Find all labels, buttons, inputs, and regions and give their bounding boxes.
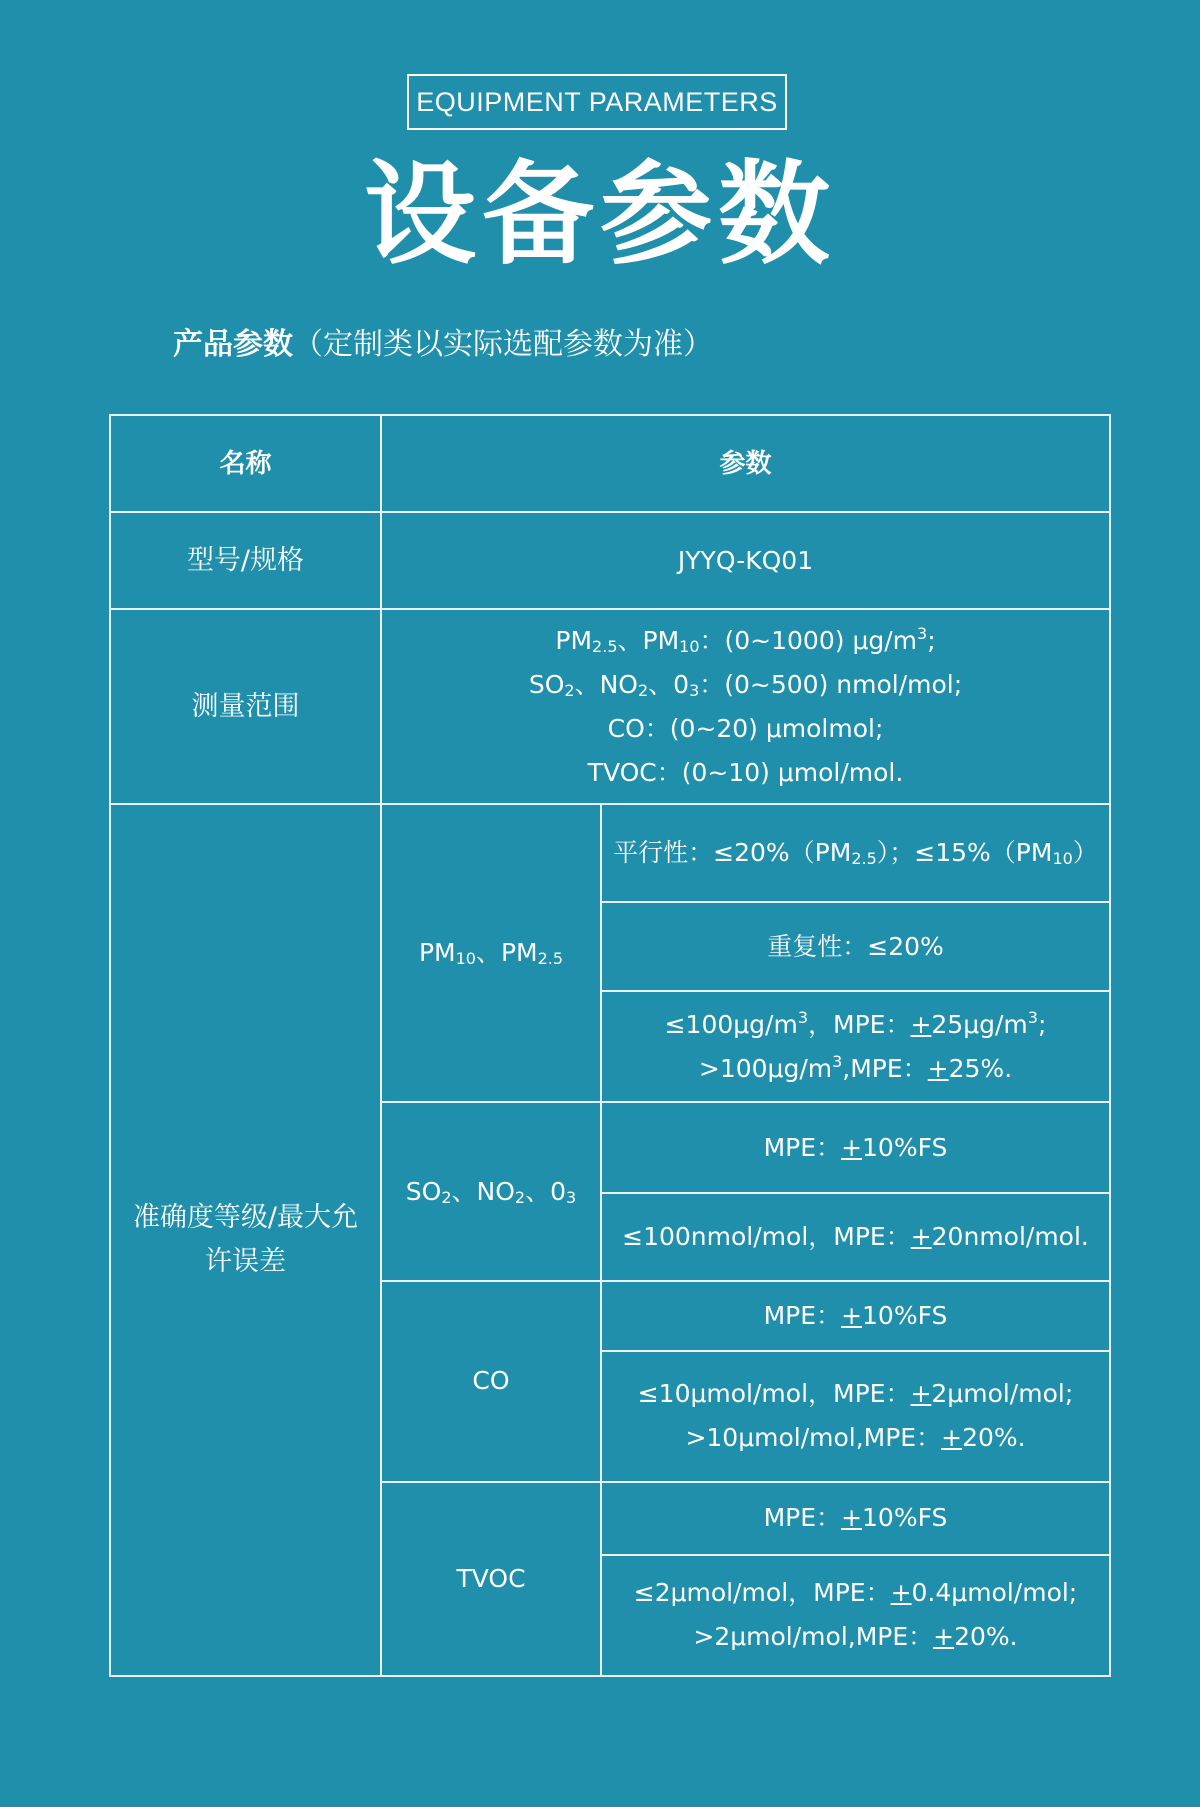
co-mpe (601, 1351, 1110, 1482)
model-label: 型号/规格 (110, 512, 381, 609)
header-name-cell: 名称 (110, 415, 381, 512)
model-value: JYYQ-KQ01 (381, 512, 1110, 609)
pm-parallel: 平行性：$\le 20\%(PM_{2.5})$；$\le 15\%(PM_{10})$ (601, 804, 1110, 902)
range-co-line: CO：(0~20) μmolmol; (607, 713, 884, 743)
tvoc-fs: MPE：+10%FS (601, 1482, 1110, 1555)
tvoc-mpe-line1: ≤2μmol/mol，MPE：+0.4μmol/mol; (633, 1578, 1078, 1608)
co-mpe-line2: >10μmol/mol,MPE：+20%. (685, 1423, 1026, 1453)
range-pm-line: $PM_{2.5}$、$PM_{10}$：(0~1000) $\mu g/m^3$; (555, 623, 936, 656)
table-row-model (110, 512, 1110, 609)
range-value (381, 609, 1110, 804)
pm-mpe-line1: $\le 100\mu g/m^3$，MPE：$+25\mu g/m^3$; (664, 1007, 1047, 1039)
range-tvoc-line: TVOC：(0~10) μmol/mol. (587, 757, 904, 787)
accuracy-label: 准确度等级/最大允许误差 (110, 804, 381, 1676)
table-header-row (110, 415, 1110, 512)
gas-fs: MPE：+10%FS (601, 1102, 1110, 1192)
gas-name: $SO_2$、$NO_2$、$0_3$ (381, 1102, 601, 1280)
table-row-range (110, 609, 1110, 804)
subtitle-note: （定制类以实际选配参数为准） (293, 327, 713, 362)
parameters-table (109, 414, 1111, 1677)
co-mpe-line1: ≤10μmol/mol，MPE：+2μmol/mol; (637, 1379, 1074, 1409)
tvoc-mpe (601, 1555, 1110, 1676)
header-param-cell: 参数 (381, 415, 1110, 512)
tvoc-name: TVOC (381, 1482, 601, 1676)
co-fs: MPE：+10%FS (601, 1281, 1110, 1351)
section-subtitle (173, 323, 713, 367)
pm-name: $PM_{10}$、$PM_{2.5}$ (381, 804, 601, 1102)
pm-repeat: 重复性：≤20% (601, 902, 1110, 991)
tvoc-mpe-line2: >2μmol/mol,MPE：+20%. (693, 1622, 1018, 1652)
pm-mpe (601, 991, 1110, 1102)
pm-mpe-line2: $>100\mu g/m^3,MPE$：+25%. (698, 1051, 1013, 1083)
table-row-pm-parallel (110, 804, 1110, 902)
gas-mpe: ≤100nmol/mol，MPE：+20nmol/mol. (601, 1193, 1110, 1281)
equipment-parameters-label: EQUIPMENT PARAMETERS (407, 74, 787, 130)
range-label: 测量范围 (110, 609, 381, 804)
co-name: CO (381, 1281, 601, 1482)
page-title: 设备参数 (364, 150, 836, 280)
range-gas-line: $SO_2$、$NO_2$、$0_3$：(0~500) nmol/mol; (528, 669, 963, 700)
subtitle-bold: 产品参数 (173, 327, 293, 362)
